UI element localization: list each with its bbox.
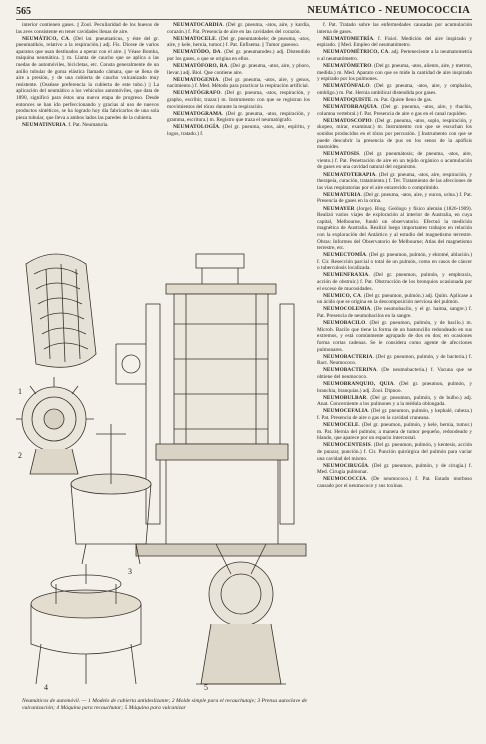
simple-mold-drawing [71, 424, 151, 564]
header-rule [16, 19, 472, 20]
dictionary-entry: NEUMATOCARDIA. (Del gr. pneuma, -atos, aire, y kardía, corazón.) f. Pat. Presencia de aire en las cavidades del corazón. [167, 22, 310, 35]
tire-machinery-illustration [16, 244, 308, 696]
dictionary-entry: NEUMATURIA. (Del gr. pneuma, -atos, aire, y ouron, orina.) f. Pat. Presencia de gases en la orina. [317, 191, 472, 205]
figure-caption: Neumáticos de automóvil. — 1 Modelo de cubierta antideslizante; 2 Molde simple para el recauchutaje; 3 Prensa autoclave de vulcanización; 4 Máquina para recauchutar; 5 Máquina para vulcanizar [22, 698, 307, 711]
figure-label-3: 3 [128, 567, 132, 576]
text-column-2 [167, 22, 310, 244]
dictionary-entry: NEUMATÓFORO, RA. (Del gr. pneuma, -atos, aire, y phoro, llevar.) adj. Biol. Que contiene aire. [167, 63, 310, 76]
text-column-1 [16, 22, 159, 244]
retreading-machine-drawing [31, 564, 141, 684]
dictionary-entry: NEUMOCEFALIA. (Del gr. pneumon, pulmón, y kephalé, cabeza.) f. Pat. Presencia de aire o gas en la cavidad craneana. [317, 408, 472, 421]
text-column-3 [317, 22, 472, 700]
dictionary-entry: NEUMAYER (Jorge). Biog. Geólogo y físico alemán (1826-1909). Realizó varios viajes de exploración al interior de Australia, en cuya capital, Melbourne, fundó un observatorio. Efectuó la medición magnética de Australia. Realizó luego importantes trabajos en relación con la exploración del Antártico y al estudio del magnetismo terrestre. Obras: Informes del Observatorio de Melbourne; Atlas del magnetismo terrestre, etc. [317, 205, 472, 252]
page-number: 565 [16, 6, 31, 17]
dictionary-entry: NEUMATOSIS. (Del gr. pneumátosis; de pneuma, -atos, aire, viento.) f. Pat. Penetración de aire en un tejido orgánico o acumulación de gases en una cavidad natural del organismo. [317, 151, 472, 171]
dictionary-entry: NEUMATORRAQUIA. (Del gr. pneuma, -atos, aire, y rhachis, columna vertebral.) f. Pat. Presencia de aire o gas en el canal raquídeo. [317, 104, 472, 117]
figure-label-2: 2 [18, 451, 22, 460]
dictionary-entry: NEUMATOQUISTE. m. Pat. Quiste lleno de gas. [323, 97, 433, 104]
dictionary-entry: NEUMOBULBAR. (Del gr. pneumon, pulmón, y de bulbo.) adj. Anat. Concerniente a los pulmones y a la médula oblongada. [317, 394, 472, 408]
dictionary-entry: NEUMÁTICO, CA. (Del lat. pneumaticus, y éste del gr. pneumatikós, relativo a la respiración.) adj. Fís. Dícese de varios aparatos que usan destinados a operar con el aire. || Véase Bomba, máquina neumática. || m. Llanta de caucho que se aplica a las ruedas de automóviles, bicicletas, etc. Consta generalmente de un anillo tubular de goma elástica llamado cámara, que se llena de aire a presión, y de una cubierta de caucho vulcanizado muy resistente. (Osséase preferencia la cubierta de este tubo.) || La aplicación del neumático a los vehículos automóviles, que data de 1890, significó para éstos una nueva etapa de progreso. Desde entonces se han ido perfeccionando y gracias al uso de nuevos productos sintéticos, se ha logrado hoy día fabricarlos de una sola pieza tubular, que lleva a ambos lados las paredes de la cubierta. [16, 35, 159, 121]
figure-label-1: 1 [18, 387, 22, 396]
dictionary-entry: f. Pat. Tratado sobre las enfermedades causadas por acumulación interna de gases. [317, 22, 472, 35]
vulcanizing-machine-drawing [196, 544, 286, 684]
dictionary-entry: NEUMATOMÉTRICO, CA. adj. Perteneciente a la neumatometría o al neumatómetro. [317, 49, 472, 62]
dictionary-entry: NEUMOCELE. (Del gr. pneumon, pulmón, y kele, hernia, tumor.) m. Pat. Hernia del pulmón; a manera de tumor pequeño, redondeado y blando, que aparece por un espacio intercostal. [317, 422, 472, 442]
dictionary-entry: NEUMOCIRUGÍA. (Del gr. pneumon, pulmón, y de cirugía.) f. Med. Cirugía pulmonar. [317, 462, 472, 476]
dictionary-entry: NEUMATÓNFALO. (Del gr. pneuma, -atos, aire, y omphalos, ombligo.) m. Pat. Hernia umbilical distendida por gases. [317, 83, 472, 96]
dictionary-entry: NEUMATOGENIA. (Del gr. pneuma, -atos, aire, y genos, nacimiento.) f. Med. Método para practicar la respiración artificial. [167, 76, 310, 90]
dictionary-entry: NEUMENFRAXIA. (Del gr. pneumon, pulmón, y emphraxis, acción de obstruir.) f. Pat. Obstrucción de los bronquios ocasionada por el exceso de mucosidades. [317, 272, 472, 292]
ring-mold-drawing [16, 377, 94, 474]
dictionary-entry: NEUMATÓMETRO. (Del gr. pneuma, -atos, aliento, aire, y metron, medida.) m. Med. Aparato con que se mide la cantidad de aire inspirado y espirado por los pulmones. [317, 63, 472, 83]
figure-label-4: 4 [44, 683, 48, 692]
dictionary-entry: interior contienen gases. || Zool. Peculiaridad de los huesos de las aves consistente en tener cavidades llenas de aire. [16, 22, 159, 35]
dictionary-entry: NEUMECTOMÍA. (Del gr. pneumon, pulmón, y ektomé, ablación.) f. Cir. Resección parcial o total de un pulmón, como en casos de cáncer o tuberculosis localizada. [317, 252, 472, 272]
figure-label-5: 5 [204, 683, 208, 692]
dictionary-entry: NEUMATOSCOPIO. (Del gr. pneuma, -atos, soplo, respiración, y skopeo, mirar, examinar.) m. Instrumento con que se escuchan los sonidos producidos en el tórax por percusión. || Instrumento con que se puede descubrir la presencia de pus en los senos de la apófisis mastoides. [317, 117, 472, 151]
dictionary-entry: NEUMATÓDO, DA. (Del gr. pneumatodes.) adj. Distendido por los gases, o que se origina en ellos. [167, 49, 310, 62]
dictionary-entry: NEUMATOGRAMA. (Del gr. pneuma, -atos, respiración, y gramma, escritura.) m. Registro que traza el neumatógrafo. [167, 110, 310, 124]
dictionary-entry: NEUMATINURIA. f. Pat. Neumaturia. [22, 121, 109, 128]
autoclave-press-drawing [116, 254, 306, 556]
page-title: NEUMÁTICO - NEUMOCOCCIA [307, 5, 470, 16]
dictionary-entry: NEUMOCOLEMIA. (De neumobacilo, y el gr. haima, sangre.) f. Pat. Presencia de neumobacilos en la sangre. [317, 306, 472, 320]
dictionary-entry: NEUMATOMETRÍA. f. Fisiol. Medición del aire inspirado y espirado. || Med. Empleo del neumatómetro. [317, 35, 472, 49]
dictionary-entry: NEUMOCOCCIA. (De neumococo.) f. Pat. Estado morboso causado por el neumococo y sus toxinas. [317, 476, 472, 489]
dictionary-entry: NEUMOBACTERINA. (De neumobacteria.) f. Vacuna que se obtiene del neumococo. [317, 367, 472, 380]
dictionary-entry: NEUMATÓGRAFO. (Del gr. pneuma, -atos, respiración, y grapho, escribir, trazar.) m. Instrumento con que se registran los movimientos del tórax durante la respiración. [167, 90, 310, 110]
tire-tread-drawing [26, 254, 96, 367]
dictionary-entry: NEUMOBACTERIA. (Del gr. pneumon, pulmón, y de bacteria.) f. Bact. Neumococo. [317, 353, 472, 367]
dictionary-entry: NEUMATOCELE. (Del gr. pneumatokele; de pneuma, -atos, aire, y kele, hernia, tumor.) f. Pat. Enfisema. || Tumor gaseoso. [167, 35, 310, 49]
dictionary-entry: NEUMOBACILO. (Del gr. pneumon, pulmón, y de bacilo.) m. Microb. Bacilo que tiene la forma de un bastoncillo redondeado en sus extremos, y está comúnmente agrupado de dos en dos; en ocasiones forma cortas cadenas. Se le considera como agente de afecciones pulmonares. [317, 320, 472, 353]
dictionary-entry: NEUMOCENTESIS. (Del gr. pneumon, pulmón, y kentesis, acción de punzar, punción.) f. Cir. Punción quirúrgica del pulmón para vaciar una cavidad del mismo. [317, 442, 472, 462]
dictionary-entry: NEUMICO, CA. (Del gr. pneumon, pulmón.) adj. Quím. Aplícase a un ácido que se origina en la descomposición nerviosa del pulmón. [317, 292, 472, 306]
dictionary-entry: NEUMATOTERAPIA. (Del gr. pneuma, -atos, aire, respiración, y therapeia, curación, tratamiento.) f. Ter. Tratamiento de las afecciones de las vías respiratorias por el aire enrarecido o comprimido. [317, 171, 472, 191]
dictionary-entry: NEUMOBRANQUIO, QUIA. (Del gr. pneumon, pulmón, y branchia, branquias.) adj. Zool. Dipnoo. [317, 380, 472, 394]
dictionary-entry: NEUMATOLOGÍA. (Del gr. pneuma, -atos, aire, espíritu, y logos, tratado.) f. [167, 124, 310, 137]
